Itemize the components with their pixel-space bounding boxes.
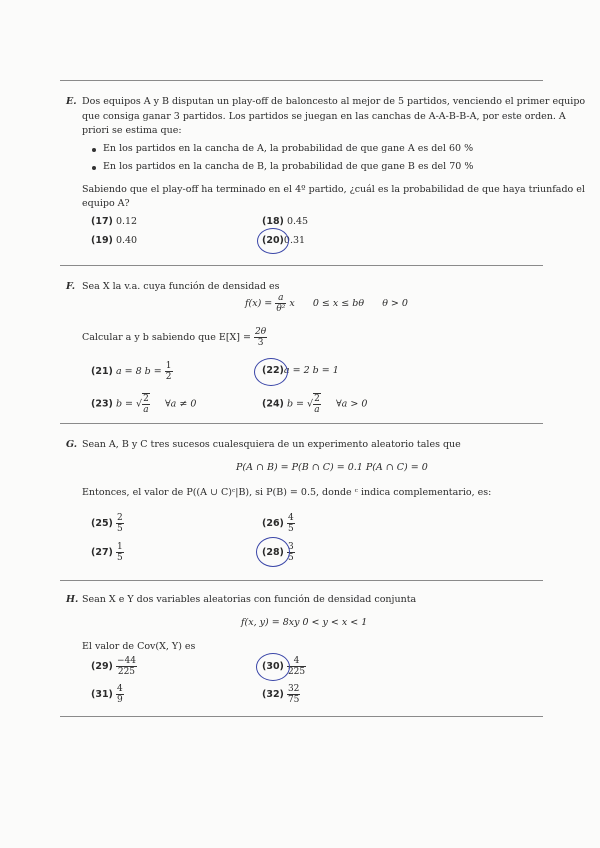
option-30[interactable]: (30) $\frac{4}{225}$ <box>262 656 306 677</box>
sqrt-icon: √ $\frac{2}{a}$ <box>307 394 320 415</box>
problem-f-intro: Sea X la v.a. cuya función de densidad es <box>82 281 280 292</box>
problem-label-g: G. <box>66 439 78 450</box>
problem-label-h: H. <box>66 594 79 605</box>
bullet-icon <box>92 166 96 170</box>
bullet-icon <box>92 148 96 152</box>
option-28[interactable]: (28) $\frac{3}{5}$ <box>262 542 294 563</box>
problem-e-question1: Sabiendo que el play-off ha terminado en el 4º partido, ¿cuál es la probabilidad de que haya triunfado el <box>82 184 585 195</box>
answer-circle-mark <box>254 358 288 386</box>
option-18[interactable]: (18) 0.45 <box>262 216 309 227</box>
rule-bottom <box>60 716 543 717</box>
problem-g-intro: Sean A, B y C tres sucesos cualesquiera de un experimento aleatorio tales que <box>82 439 461 450</box>
option-17[interactable]: (17) 0.12 <box>91 216 138 227</box>
option-31[interactable]: (31) $\frac{4}{9}$ <box>91 684 123 705</box>
answer-circle-mark <box>256 537 290 567</box>
option-21[interactable]: (21) a = 8 b = $\frac{1}{2}$ <box>91 361 172 382</box>
option-20[interactable]: (20)0.31 <box>262 235 306 246</box>
rule-e-f <box>60 265 543 266</box>
option-29[interactable]: (29) $\frac{-44}{225}$ <box>91 656 136 677</box>
rule-g-h <box>60 580 543 581</box>
problem-e-line3: priori se estima que: <box>82 125 182 136</box>
option-25[interactable]: (25) $\frac{2}{5}$ <box>91 513 123 534</box>
problem-e-bullet2: En los partidos en la cancha de B, la probabilidad de que gane B es del 70 % <box>103 161 474 172</box>
answer-circle-mark <box>256 653 290 681</box>
density-formula: f(x) = $\frac{a}{\text{θ²}}$ x 0 ≤ x ≤ bθ θ > 0 <box>245 293 408 314</box>
option-32[interactable]: (32) $\frac{32}{75}$ <box>262 684 300 705</box>
sqrt-icon: √ $\frac{2}{a}$ <box>136 394 149 415</box>
problem-g-question: Entonces, el valor de P((A ∪ C)ᶜ|B), si P(B) = 0.5, donde ᶜ indica complementario, es: <box>82 487 492 498</box>
option-27[interactable]: (27) $\frac{1}{5}$ <box>91 542 123 563</box>
problem-e-bullet1: En los partidos en la cancha de A, la probabilidad de que gane A es del 60 % <box>103 143 474 154</box>
problem-h-question: El valor de Cov(X, Y) es <box>82 641 196 652</box>
problem-f-calc: Calcular a y b sabiendo que E[X] = $\frac{2\theta}{3}$ <box>82 327 267 348</box>
problem-e-line2: que consiga ganar 3 partidos. Los partidos se juegan en las canchas de A-A-B-B-A, por este orden. A <box>82 111 566 122</box>
problem-h-equation: f(x, y) = 8xy 0 < y < x < 1 <box>241 617 368 628</box>
answer-circle-mark <box>257 228 289 254</box>
option-19[interactable]: (19) 0.40 <box>91 235 138 246</box>
problem-e-line1: Dos equipos A y B disputan un play-off de baloncesto al mejor de 5 partidos, venciendo el primer equipo <box>82 96 586 107</box>
problem-g-equation: P(A ∩ B) = P(B ∩ C) = 0.1 P(A ∩ C) = 0 <box>236 462 428 473</box>
rule-top <box>60 80 543 81</box>
option-23[interactable]: (23) b = √ $\frac{2}{a}$ ∀a ≠ 0 <box>91 394 197 415</box>
problem-e-question2: equipo A? <box>82 198 130 209</box>
problem-label-f: F. <box>66 281 76 292</box>
option-24[interactable]: (24) b = √ $\frac{2}{a}$ ∀a > 0 <box>262 394 368 415</box>
rule-f-g <box>60 423 543 424</box>
option-22[interactable]: (22)a = 2 b = 1 <box>262 365 339 376</box>
problem-h-intro: Sean X e Y dos variables aleatorias con función de densidad conjunta <box>82 594 417 605</box>
problem-label-e: E. <box>66 96 77 107</box>
option-26[interactable]: (26) $\frac{4}{5}$ <box>262 513 294 534</box>
